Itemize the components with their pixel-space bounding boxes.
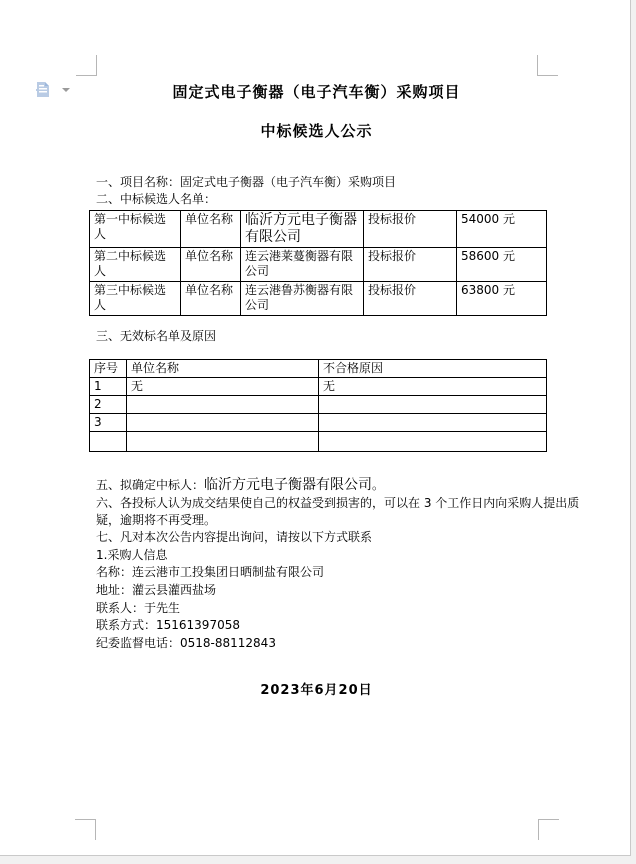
row-index [90,432,127,452]
winner-company: 临沂方元电子衡器有限公司 [204,477,373,493]
col-header-unit: 单位名称 [127,360,319,378]
buyer-info-heading: 1.采购人信息 [96,548,168,562]
unit-name [127,414,319,432]
row-index: 2 [90,396,127,414]
winner-period: 。 [372,478,385,492]
paste-options-button[interactable] [34,80,70,100]
table-row [90,414,547,432]
clipboard-paste-icon [34,85,54,104]
reason [319,396,547,414]
contact-person: 联系人：于先生 [96,601,181,615]
winner-label: 五、拟确定中标人： [96,478,205,492]
section-objection-line2: 疑，逾期将不再受理。 [96,513,217,527]
section-project-name: 一、项目名称：固定式电子衡器（电子汽车衡）采购项目 [96,175,397,189]
unit-name-label: 单位名称 [181,282,241,316]
table-row [90,396,547,414]
reason [319,432,547,452]
reason [319,414,547,432]
col-header-reason: 不合格原因 [319,360,547,378]
crop-mark-bottom-left [75,819,96,840]
announcement-date: 2023年6月20日 [260,683,373,698]
bid-price-value: 54000 元 [457,211,547,248]
bid-price-label: 投标报价 [364,282,457,316]
candidates-table [89,210,547,316]
crop-mark-bottom-right [538,819,559,840]
table-row [90,248,547,282]
table-header-row [90,360,547,378]
unit-name: 无 [127,378,319,396]
table-row [90,432,547,452]
invalid-bids-table [89,359,547,452]
bid-price-value: 63800 元 [457,282,547,316]
unit-name [127,396,319,414]
candidate-rank: 第一中标候选人 [90,211,181,248]
contact-supervise-phone: 纪委监督电话：0518-88112843 [96,636,276,650]
table-row [90,378,547,396]
section-objection-line1: 六、各投标人认为成交结果使自己的权益受到损害的，可以在 3 个工作日内向采购人提出质 [96,496,580,510]
row-index: 1 [90,378,127,396]
doc-subtitle: 中标候选人公示 [260,122,373,140]
company-name: 连云港鲁苏衡器有限公司 [241,282,364,316]
unit-name-label: 单位名称 [181,211,241,248]
crop-mark-top-right [537,55,558,76]
reason: 无 [319,378,547,396]
unit-name-label: 单位名称 [181,248,241,282]
section-inquiry: 七、凡对本次公告内容提出询问，请按以下方式联系 [96,530,373,544]
section-invalid-heading: 三、无效标名单及原因 [96,329,217,343]
bid-price-label: 投标报价 [364,248,457,282]
unit-name [127,432,319,452]
chevron-down-icon [62,88,70,92]
table-row [90,282,547,316]
bid-price-value: 58600 元 [457,248,547,282]
section-winner [96,477,384,494]
company-name: 连云港莱蔓衡器有限公司 [241,248,364,282]
section-candidates-heading: 二、中标候选人名单： [96,192,217,206]
doc-title: 固定式电子衡器（电子汽车衡）采购项目 [172,83,461,101]
contact-phone: 联系方式：15161397058 [96,618,240,632]
row-index: 3 [90,414,127,432]
contact-address: 地址：灌云县灌西盐场 [96,583,217,597]
candidate-rank: 第三中标候选人 [90,282,181,316]
bid-price-label: 投标报价 [364,211,457,248]
col-header-index: 序号 [90,360,127,378]
contact-name: 名称：连云港市工投集团日晒制盐有限公司 [96,565,325,579]
company-name: 临沂方元电子衡器有限公司 [241,211,364,248]
table-row [90,211,547,248]
candidate-rank: 第二中标候选人 [90,248,181,282]
crop-mark-top-left [76,55,97,76]
